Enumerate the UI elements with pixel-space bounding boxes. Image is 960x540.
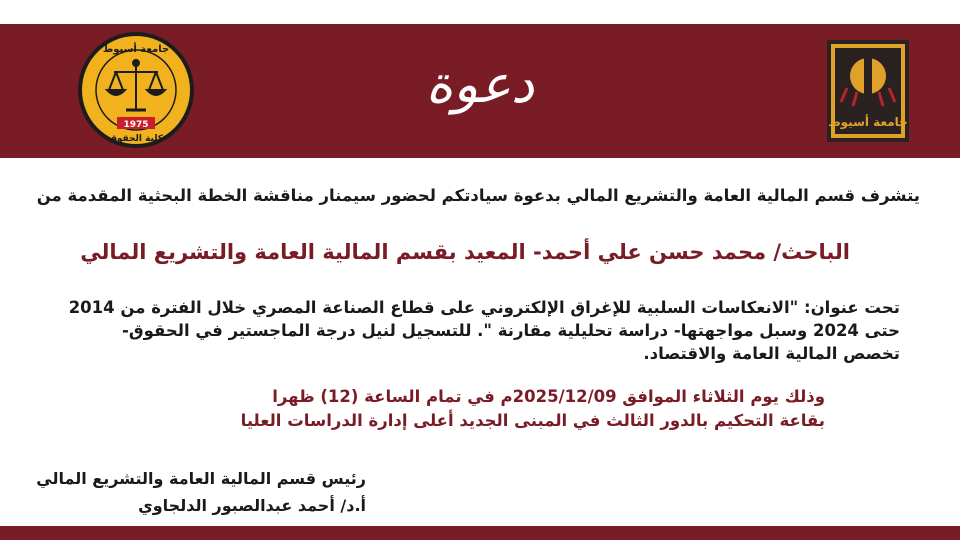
faculty-of-law-logo [76, 30, 196, 150]
date-line: وذلك يوم الثلاثاء الموافق 2025/12/09م في تمام الساعة (12) ظهرا [272, 387, 825, 406]
location-line: بقاعة التحكيم بالدور الثالث في المبنى الجديد أعلى إدارة الدراسات العليا [240, 411, 825, 430]
seal-arc-text: جامعة أسيوط [102, 44, 170, 55]
intro-line: يتشرف قسم المالية العامة والتشريع المالي بدعوة سيادتكم لحضور سيمنار مناقشة الخطة البحثية المقدمة من [36, 186, 920, 205]
top-strip [0, 0, 960, 24]
seal-bottom-text: كلية الحقوق [108, 134, 164, 144]
topic-paragraph [60, 296, 900, 365]
topic-line: حتى 2024 وسبل مواجهتها- دراسة تحليلية مقارنة ". للتسجيل لنيل درجة الماجستير في الحقوق- [122, 321, 900, 340]
signer-position: رئيس قسم المالية العامة والتشريع المالي [36, 469, 366, 488]
seal-year: 1975 [123, 120, 149, 130]
invitation-title: دعوة [425, 55, 535, 115]
signer-name: أ.د/ أحمد عبدالصبور الدلجاوي [138, 496, 366, 515]
university-name: جامعة أسيوط [828, 115, 908, 129]
assiut-university-logo [813, 36, 923, 146]
topic-line: تحت عنوان: "الانعكاسات السلبية للإغراق الإلكتروني على قطاع الصناعة المصري خلال الفترة من 2014 [68, 298, 900, 317]
researcher-name: الباحث/ محمد حسن علي أحمد- المعيد بقسم المالية العامة والتشريع المالي [80, 240, 850, 264]
signature-block [36, 465, 366, 519]
footer-bar [0, 526, 960, 540]
topic-line: تخصص المالية العامة والاقتصاد. [643, 344, 900, 363]
date-location [241, 385, 825, 433]
